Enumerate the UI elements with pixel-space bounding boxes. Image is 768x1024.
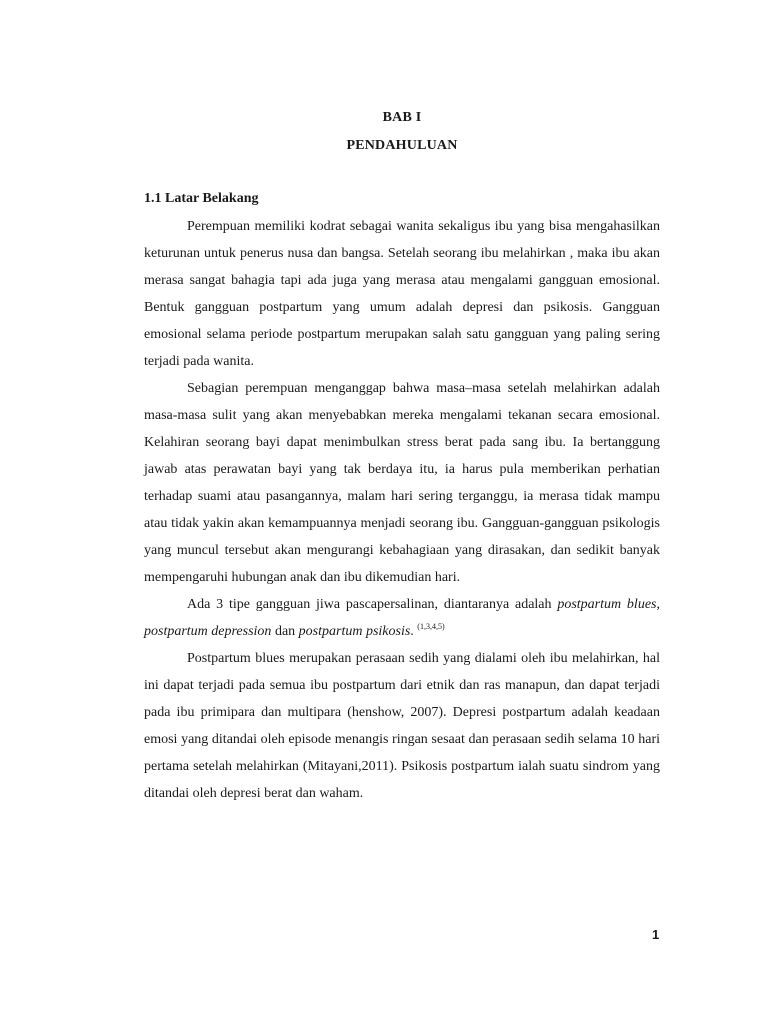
chapter-number: BAB I	[382, 110, 422, 125]
paragraph-3-text-1: Ada 3 tipe gangguan jiwa pascapersalinan, diantaranya adalah	[187, 597, 558, 612]
paragraph-3-text-2: ,	[656, 597, 660, 612]
paragraph-2: Sebagian perempuan menganggap bahwa masa–masa setelah melahirkan adalah masa-masa sulit yang akan menyebabkan mereka mengalami tekanan secara emosional. Kelahiran seorang bayi dapat menimbulkan stress berat pada sang ibu. Ia bertanggung jawab atas perawatan bayi yang tak berdaya itu, ia harus pula memberikan perhatian terhadap suami atau pasangannya, malam hari sering terganggu, ia merasa tidak mampu atau tidak yakin akan kemampuannya menjadi seorang ibu. Gangguan-gangguan psikologis yang muncul tersebut akan mengurangi kebahagiaan yang dirasakan, dan sedikit banyak mempengaruhi hubungan anak dan ibu dikemudian hari.	[144, 381, 660, 585]
paragraph-3-text-3: dan	[271, 624, 299, 639]
term-postpartum-blues: postpartum blues	[557, 597, 657, 612]
paragraph-4: Postpartum blues merupakan perasaan sedih yang dialami oleh ibu melahirkan, hal ini dapat terjadi pada semua ibu postpartum dari etnik dan ras manapun, dan dapat terjadi pada ibu primipara dan multipara (henshow, 2007). Depresi postpartum adalah keadaan emosi yang ditandai oleh episode menangis ringan sesaat dan perasaan sedih selama 10 hari pertama setelah melahirkan (Mitayani,2011). Psikosis postpartum ialah suatu sindrom yang ditandai oleh depresi berat dan waham.	[144, 651, 660, 801]
term-postpartum-psikosis: postpartum psikosis	[298, 624, 411, 639]
citation-reference: (1,3,4,5)	[417, 622, 445, 631]
section-heading: 1.1 Latar Belakang	[144, 191, 259, 206]
paragraph-1: Perempuan memiliki kodrat sebagai wanita sekaligus ibu yang bisa mengahasilkan keturunan untuk penerus nusa dan bangsa. Setelah seorang ibu melahirkan , maka ibu akan merasa sangat bahagia tapi ada juga yang merasa atau mengalami gangguan emosional. Bentuk gangguan postpartum yang umum adalah depresi dan psikosis. Gangguan emosional selama periode postpartum merupakan salah satu gangguan yang paling sering terjadi pada wanita.	[144, 219, 660, 369]
chapter-title: PENDAHULUAN	[346, 138, 458, 153]
term-postpartum-depression: postpartum depression	[144, 624, 272, 639]
page-number: 1	[652, 927, 660, 942]
body-text	[144, 213, 660, 807]
paragraph-3-text-4: .	[410, 624, 418, 639]
paragraph-3	[144, 591, 660, 645]
